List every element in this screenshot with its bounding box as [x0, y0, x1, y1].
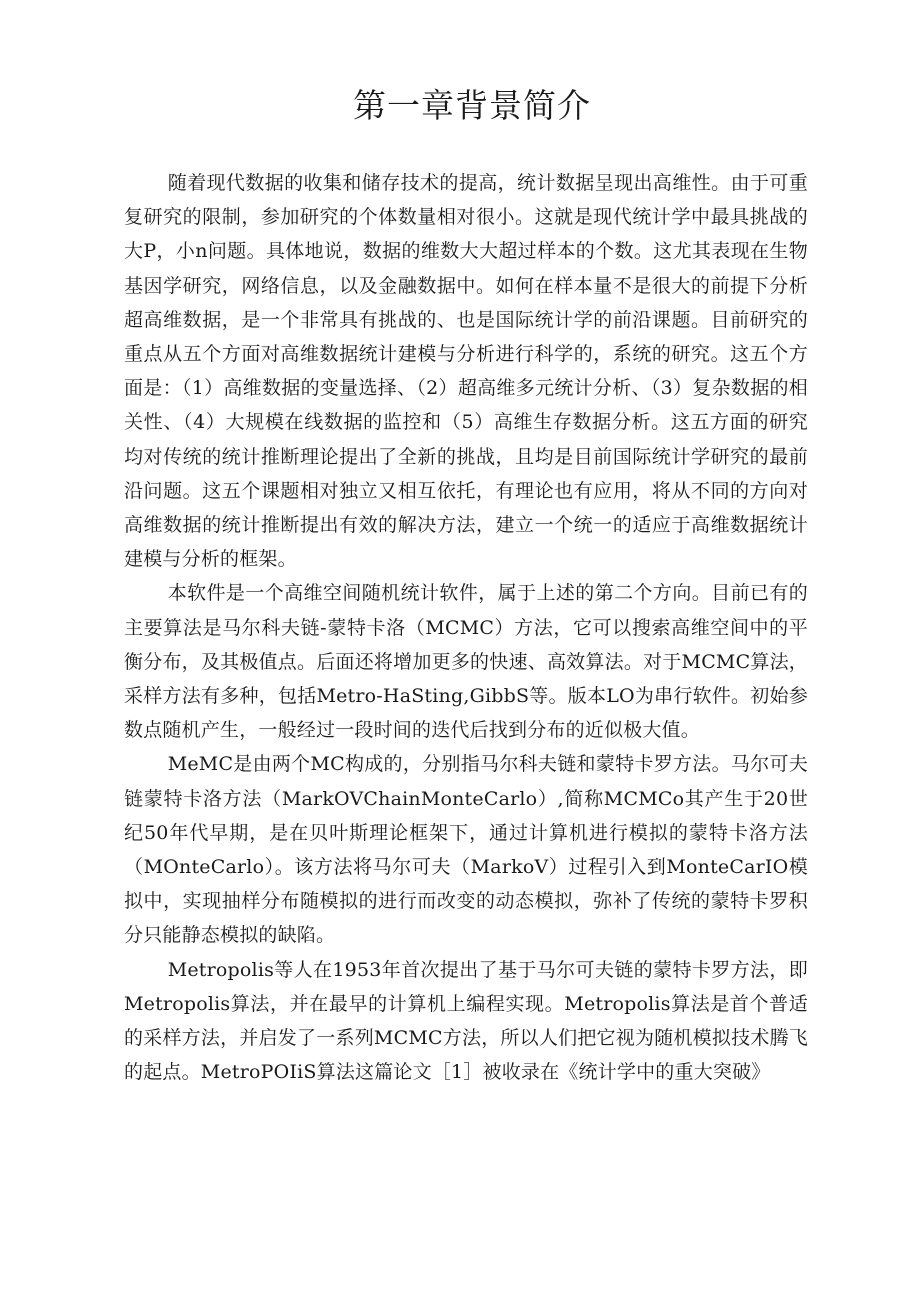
chapter-title: 第一章背景简介: [353, 86, 591, 125]
paragraph-mcmc-definition: MeMC是由两个MC构成的，分别指马尔科夫链和蒙特卡罗方法。马尔可夫链蒙特卡洛方法（MarkOVChainMonteCarlo）,简称MCMCo其产生于20世纪50年代早期，是在贝叶斯理论框架下，通过计算机进行模拟的蒙特卡洛方法（MOnteCarlo）。该方法将马尔可夫（MarkoV）过程引入到MonteCarIO模拟中，实现抽样分布随模拟的进行而改变的动态模拟，弥补了传统的蒙特卡罗积分只能静态模拟的缺陷。: [124, 753, 808, 947]
paragraph-metropolis-history: Metropolis等人在1953年首次提出了基于马尔可夫链的蒙特卡罗方法，即Metropolis算法，并在最早的计算机上编程实现。Metropolis算法是首个普适的采样方法，并启发了一系列MCMC方法，所以人们把它视为随机模拟技术腾飞的起点。MetroPOIiS算法这篇论文［1］被收录在《统计学中的重大突破》: [124, 958, 808, 1084]
paragraph-software-overview: 本软件是一个高维空间随机统计软件，属于上述的第二个方向。目前已有的主要算法是马尔科夫链-蒙特卡洛（MCMC）方法，它可以搜索高维空间中的平衡分布，及其极值点。后面还将增加更多的快速、高效算法。对于MCMC算法，采样方法有多种，包括Metro-HaSting,GibbS等。版本LO为串行软件。初始参数点随机产生，一般经过一段时间的迭代后找到分布的近似极大值。: [124, 582, 808, 742]
paragraph-high-dimensional-background: 随着现代数据的收集和储存技术的提高，统计数据呈现出高维性。由于可重复研究的限制，参加研究的个体数量相对很小。这就是现代统计学中最具挑战的大P，小n问题。具体地说，数据的维数大大超过样本的个数。这尤其表现在生物基因学研究，网络信息，以及金融数据中。如何在样本量不是很大的前提下分析超高维数据，是一个非常具有挑战的、也是国际统计学的前沿课题。目前研究的重点从五个方面对高维数据统计建模与分析进行科学的，系统的研究。这五个方面是：（1）高维数据的变量选择、（2）超高维多元统计分析、（3）复杂数据的相关性、（4）大规模在线数据的监控和（5）高维生存数据分析。这五方面的研究均对传统的统计推断理论提出了全新的挑战，且均是目前国际统计学研究的最前沿问题。这五个课题相对独立又相互依托，有理论也有应用，将从不同的方向对高维数据的统计推断提出有效的解决方法，建立一个统一的适应于高维数据统计建模与分析的框架。: [124, 172, 808, 571]
